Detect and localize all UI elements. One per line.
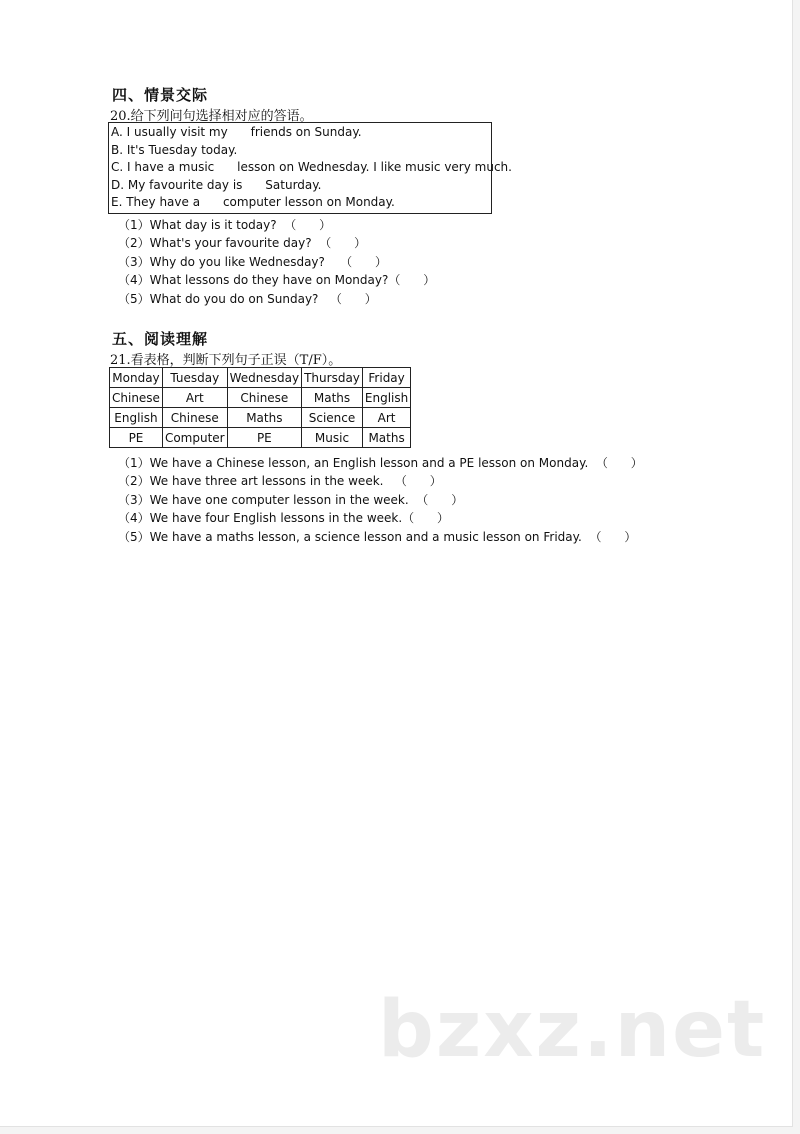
option-a: A. I usually visit my friends on Sunday. <box>111 125 362 139</box>
timetable-header-row <box>110 368 411 388</box>
table-cell: Computer <box>162 428 227 448</box>
option-b: B. It's Tuesday today. <box>111 143 238 157</box>
table-cell: Maths <box>302 388 363 408</box>
header-cell: Tuesday <box>162 368 227 388</box>
question-3: （3）Why do you like Wednesday? （ ） <box>118 255 388 269</box>
section5-instruction: 21.看表格，判断下列句子正误（T/F）。 <box>110 353 342 368</box>
table-cell: PE <box>110 428 163 448</box>
table-cell: Chinese <box>227 388 301 408</box>
header-cell: Friday <box>362 368 410 388</box>
table-cell: English <box>362 388 410 408</box>
table-cell: Chinese <box>110 388 163 408</box>
section5-heading: 五、阅读理解 <box>112 330 209 348</box>
question-5: （5）What do you do on Sunday? （ ） <box>118 292 377 306</box>
header-cell: Wednesday <box>227 368 301 388</box>
table-cell: Science <box>302 408 363 428</box>
statement-5: （5）We have a maths lesson, a science lesson and a music lesson on Friday. （ ） <box>118 530 637 544</box>
header-cell: Thursday <box>302 368 363 388</box>
option-c: C. I have a music lesson on Wednesday. I like music very much. <box>111 160 512 174</box>
table-cell: Art <box>162 388 227 408</box>
table-cell: Chinese <box>162 408 227 428</box>
statement-3: （3）We have one computer lesson in the week. （ ） <box>118 493 464 507</box>
table-cell: Music <box>302 428 363 448</box>
statement-1: （1）We have a Chinese lesson, an English lesson and a PE lesson on Monday. （ ） <box>118 456 643 470</box>
table-row <box>110 408 411 428</box>
statement-4: （4）We have four English lessons in the week.（ ） <box>118 511 450 525</box>
table-row <box>110 428 411 448</box>
table-cell: Maths <box>362 428 410 448</box>
question-4: （4）What lessons do they have on Monday?（ ） <box>118 273 436 287</box>
statement-2: （2）We have three art lessons in the week. （ ） <box>118 474 442 488</box>
table-cell: Art <box>362 408 410 428</box>
answer-options-box <box>108 122 512 214</box>
table-row <box>110 388 411 408</box>
watermark-logo: bzxz.net <box>378 985 767 1075</box>
section4-instruction: 20.给下列问句选择相对应的答语。 <box>110 109 313 124</box>
question-2: （2）What's your favourite day? （ ） <box>118 236 367 250</box>
table-cell: English <box>110 408 163 428</box>
timetable <box>109 367 411 448</box>
table-cell: Maths <box>227 408 301 428</box>
header-cell: Monday <box>110 368 163 388</box>
option-e: E. They have a computer lesson on Monday. <box>111 195 395 209</box>
question-1: （1）What day is it today? （ ） <box>118 218 332 232</box>
table-cell: PE <box>227 428 301 448</box>
section4-heading: 四、情景交际 <box>112 86 209 104</box>
option-d: D. My favourite day is Saturday. <box>111 178 322 192</box>
